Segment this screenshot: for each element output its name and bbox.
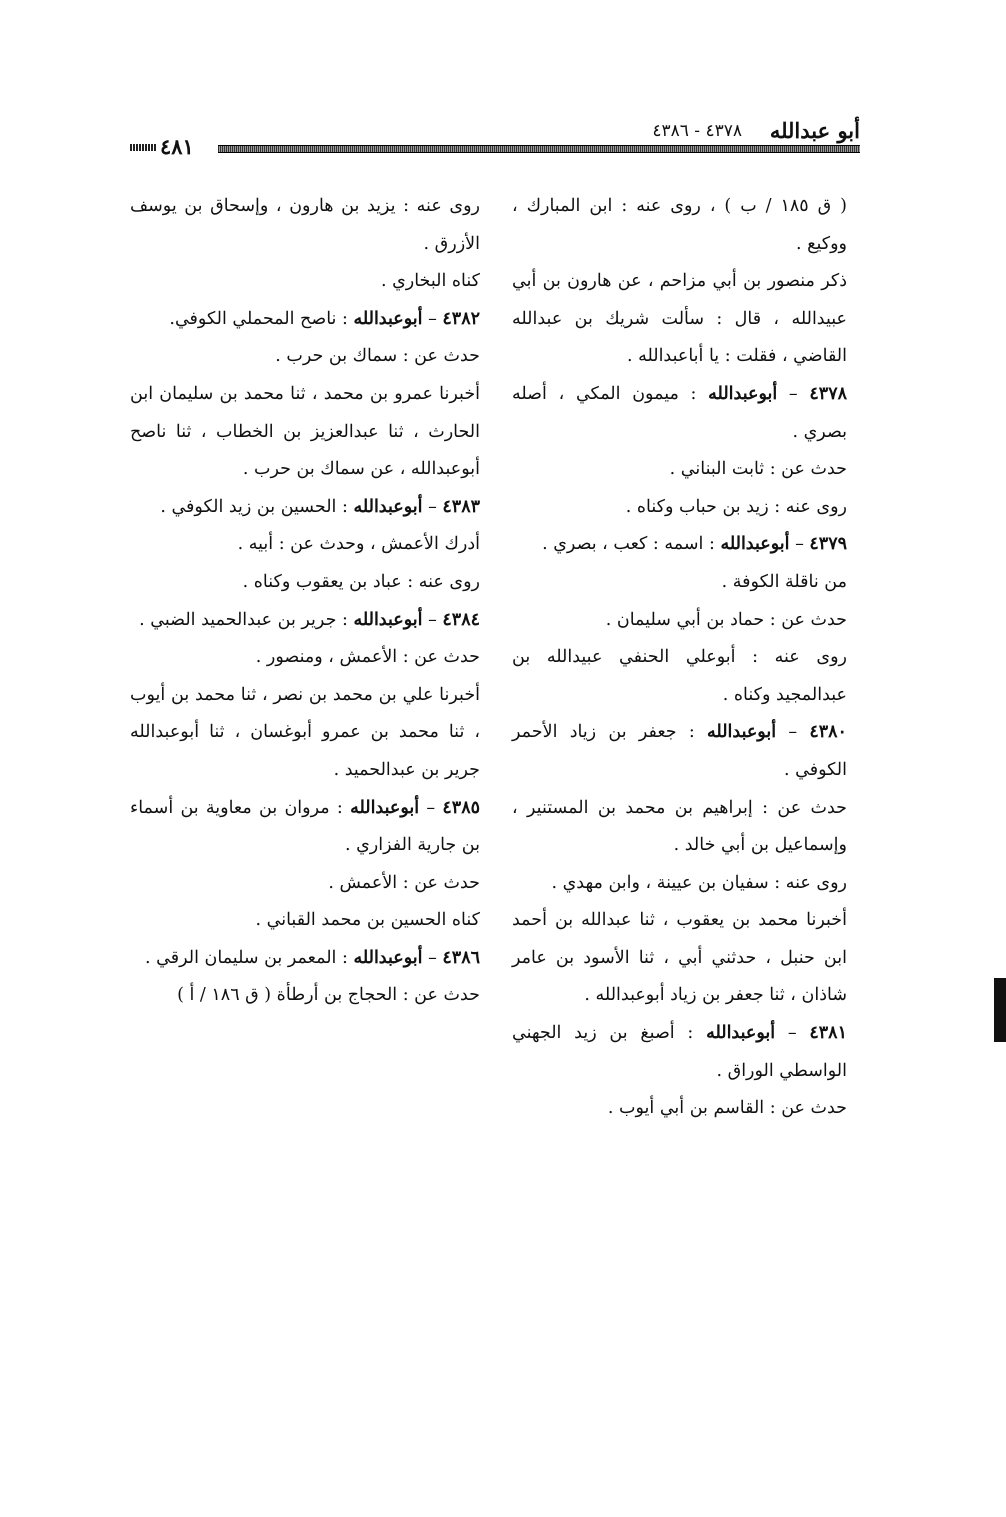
text-paragraph <box>512 865 847 903</box>
entry-number: ٤٣٨٦ <box>442 947 480 968</box>
paragraph-text: حدث عن : الأعمش ، ومنصور . <box>255 647 480 668</box>
text-paragraph <box>130 263 480 301</box>
paragraph-text: : أصبغ بن زيد الجهني الواسطي الوراق . <box>512 1023 847 1081</box>
entry-name: أبوعبدالله <box>720 534 790 555</box>
right-column <box>512 188 847 1128</box>
edge-tab-mark <box>994 978 1006 1042</box>
entry-heading-paragraph: ٤٣٧٨ – أبوعبدالله : ميمون المكي ، أصله بصري . <box>512 383 847 442</box>
paragraph-text: روى عنه : زيد بن حباب وكناه . <box>625 496 847 517</box>
entry-number: ٤٣٨٣ <box>442 496 480 517</box>
page-header <box>130 118 860 158</box>
text-paragraph <box>512 602 847 640</box>
entry-number: ٤٣٨٤ <box>442 609 480 630</box>
entry-range: ٤٣٧٨ - ٤٣٨٦ <box>652 121 742 141</box>
paragraph-text: : جرير بن عبدالحميد الضبي . <box>139 609 348 630</box>
paragraph-text: : الحسين بن زيد الكوفي . <box>160 496 348 517</box>
paragraph-text: : المعمر بن سليمان الرقي . <box>145 947 348 968</box>
text-paragraph <box>130 639 480 677</box>
text-paragraph <box>130 376 480 489</box>
text-paragraph <box>130 526 480 564</box>
entry-name: أبوعبدالله <box>350 797 420 818</box>
paragraph-text: : جعفر بن زياد الأحمر الكوفي . <box>512 722 847 780</box>
paragraph-text: حدث عن : ثابت البناني . <box>669 459 847 480</box>
text-paragraph <box>512 263 847 376</box>
entry-heading-paragraph: ٤٣٨٥ – أبوعبدالله : مروان بن معاوية بن أسماء بن جارية الفزاري . <box>130 797 480 856</box>
entry-name: أبوعبدالله <box>353 609 423 630</box>
paragraph-text: كناه البخاري . <box>380 271 480 292</box>
text-paragraph <box>512 1090 847 1128</box>
text-paragraph <box>512 639 847 714</box>
text-paragraph <box>512 451 847 489</box>
paragraph-text: من ناقلة الكوفة . <box>721 571 847 592</box>
entry-heading-paragraph: ٤٣٨٦ – أبوعبدالله : المعمر بن سليمان الرقي . <box>145 947 480 968</box>
text-paragraph <box>130 677 480 790</box>
entry-number: ٤٣٨١ <box>809 1023 847 1044</box>
entry-name: أبوعبدالله <box>353 947 423 968</box>
entry-heading-paragraph: ٤٣٨٠ – أبوعبدالله : جعفر بن زياد الأحمر الكوفي . <box>512 722 847 780</box>
text-paragraph <box>512 489 847 527</box>
header-rule <box>218 145 860 153</box>
paragraph-text: حدث عن : الأعمش . <box>328 872 480 893</box>
entry-name: أبوعبدالله <box>707 722 777 743</box>
paragraph-text: كناه الحسين بن محمد القباني . <box>255 910 480 931</box>
paragraph-text: حدث عن : سماك بن حرب . <box>275 346 480 367</box>
paragraph-text: حدث عن : حماد بن أبي سليمان . <box>605 609 847 630</box>
paragraph-text: أخبرنا علي بن محمد بن نصر ، ثنا محمد بن أيوب ، ثنا محمد بن عمرو أبوغسان ، ثنا أبوعبدالله جرير بن عبدالحميد . <box>130 684 480 780</box>
entry-heading-paragraph: ٤٣٨١ – أبوعبدالله : أصبغ بن زيد الجهني الواسطي الوراق . <box>512 1023 847 1081</box>
text-paragraph <box>130 338 480 376</box>
entry-name: أبوعبدالله <box>353 496 423 517</box>
left-column <box>130 188 480 1015</box>
page-number-ornament <box>130 144 157 151</box>
entry-number: ٤٣٧٩ <box>809 534 847 555</box>
entry-heading-paragraph: ٤٣٨٣ – أبوعبدالله : الحسين بن زيد الكوفي . <box>160 496 480 517</box>
entry-heading-paragraph: ٤٣٨٤ – أبوعبدالله : جرير بن عبدالحميد الضبي . <box>139 609 480 630</box>
entry-number: ٤٣٨٢ <box>442 308 480 329</box>
paragraph-text: روى عنه : عباد بن يعقوب وكناه . <box>242 571 480 592</box>
text-paragraph <box>512 188 847 263</box>
paragraph-text: ( ق ١٨٥ / ب ) ، روى عنه : ابن المبارك ، ووكيع . <box>512 196 847 254</box>
entry-name: أبوعبدالله <box>353 308 423 329</box>
paragraph-text: حدث عن : الحجاج بن أرطأة ( ق ١٨٦ / أ ) <box>177 985 480 1006</box>
paragraph-text: : اسمه : كعب ، بصري . <box>542 534 715 555</box>
text-paragraph <box>512 564 847 602</box>
text-paragraph <box>130 865 480 903</box>
paragraph-text: : مروان بن معاوية بن أسماء بن جارية الفزاري . <box>130 797 480 856</box>
entry-number: ٤٣٧٨ <box>809 383 847 404</box>
text-paragraph <box>130 902 480 940</box>
paragraph-text: روى عنه : سفيان بن عيينة ، وابن مهدي . <box>551 872 847 893</box>
page-number: ٤٨١ <box>160 134 194 159</box>
paragraph-text: أخبرنا محمد بن يعقوب ، ثنا عبدالله بن أحمد ابن حنبل ، حدثني أبي ، ثنا الأسود بن عامر شاذان ، ثنا جعفر بن زياد أبوعبدالله . <box>512 910 847 1006</box>
entry-heading-paragraph: ٤٣٧٩ – أبوعبدالله : اسمه : كعب ، بصري . <box>542 534 847 555</box>
running-title: أبو عبدالله <box>769 118 860 143</box>
paragraph-text: حدث عن : القاسم بن أبي أيوب . <box>607 1098 847 1119</box>
paragraph-text: حدث عن : إبراهيم بن محمد بن المستنير ، وإسماعيل بن أبي خالد . <box>512 797 847 856</box>
paragraph-text: أدرك الأعمش ، وحدث عن : أبيه . <box>237 534 480 555</box>
entry-name: أبوعبدالله <box>708 383 778 404</box>
text-paragraph <box>512 902 847 1015</box>
entry-name: أبوعبدالله <box>706 1023 776 1044</box>
paragraph-text: روى عنه : يزيد بن هارون ، وإسحاق بن يوسف الأزرق . <box>130 196 480 254</box>
entry-heading-paragraph: ٤٣٨٢ – أبوعبدالله : ناصح المحملي الكوفي. <box>169 308 480 329</box>
paragraph-text: أخبرنا عمرو بن محمد ، ثنا محمد بن سليمان ابن الحارث ، ثنا عبدالعزيز بن الخطاب ، ثنا ناصح أبوعبدالله ، عن سماك بن حرب . <box>130 383 480 480</box>
text-paragraph <box>130 564 480 602</box>
entry-number: ٤٣٨٥ <box>442 797 480 818</box>
text-paragraph <box>130 188 480 263</box>
paragraph-text: : ميمون المكي ، أصله بصري . <box>512 383 847 442</box>
text-paragraph <box>512 790 847 865</box>
entry-number: ٤٣٨٠ <box>809 722 847 743</box>
paragraph-text: ذكر منصور بن أبي مزاحم ، عن هارون بن أبي عبيدالله ، قال : سألت شريك بن عبدالله القاضي ، فقلت : يا أباعبدالله . <box>512 271 847 367</box>
text-paragraph <box>130 977 480 1015</box>
paragraph-text: : ناصح المحملي الكوفي. <box>169 308 348 329</box>
paragraph-text: روى عنه : أبوعلي الحنفي عبيدالله بن عبدالمجيد وكناه . <box>512 647 847 705</box>
